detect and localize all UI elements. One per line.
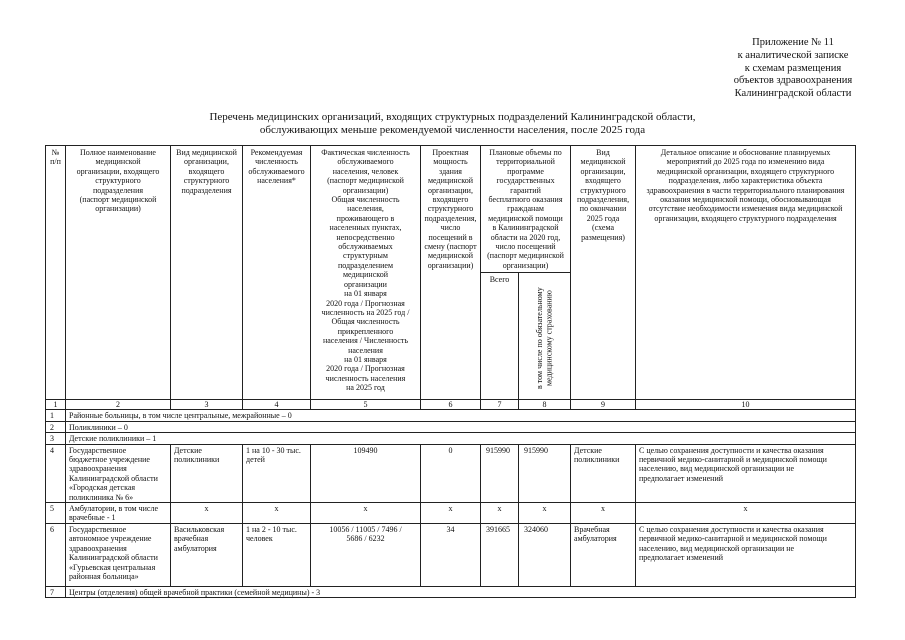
title-line: обслуживающих меньше рекомендуемой численности населения, после 2025 года bbox=[259, 124, 646, 136]
full-name-cell: Государственное автономное учреждение здравоохранения Калининградской области «Гурьевская центральная районная больница» bbox=[66, 523, 171, 586]
section-title: Поликлиники – 0 bbox=[66, 421, 856, 432]
column-number: 2 bbox=[66, 400, 171, 410]
column-number: 6 bbox=[421, 400, 481, 410]
appendix-line: к схемам размещения bbox=[744, 62, 842, 74]
row-number: 1 bbox=[46, 410, 66, 421]
table-row bbox=[46, 444, 856, 502]
recommended-population-cell: 1 на 2 - 10 тыс. человек bbox=[243, 523, 311, 586]
planned-oms-cell: 915990 bbox=[519, 444, 571, 502]
header-planned-oms-text: в том числе по обязательному медицинскому страхованию bbox=[535, 287, 554, 389]
column-number: 10 bbox=[636, 400, 856, 410]
header-actual-population: Фактическая численность обслуживаемого населения, человек (паспорт медицинской организации) Общая численность населения, проживающего в населенных пунктах, непосредственно обслуживаемых структурным подразделением медицинской организации на 01 января 2020 года / Прогнозная численность на 2025 год / Общая численность прикрепленного населения / Численность населения на 01 января 2020 года / Прогнозная численность населения на 2025 год bbox=[311, 146, 421, 400]
full-name-cell: Амбулатории, в том числе врачебные - 1 bbox=[66, 503, 171, 524]
header-capacity: Проектная мощность здания медицинской организации, входящего структурного подразделения, число посещений в смену (паспорт медицинской организации) bbox=[421, 146, 481, 400]
org-type-2025-cell: х bbox=[571, 503, 636, 524]
column-number: 7 bbox=[481, 400, 519, 410]
org-type-cell: Васильковская врачебная амбулатория bbox=[171, 523, 243, 586]
header-org-type-2025: Вид медицинской организации, входящего структурного подразделения, по окончании 2025 года (схема размещения) bbox=[571, 146, 636, 400]
planned-total-cell: 915990 bbox=[481, 444, 519, 502]
org-type-cell: Детские поликлиники bbox=[171, 444, 243, 502]
header-number: № п/п bbox=[46, 146, 66, 400]
header-org-type: Вид медицинской организации, входящего структурного подразделения bbox=[171, 146, 243, 400]
document-title bbox=[0, 111, 905, 137]
header-planned-volumes: Плановые объемы по территориальной программе государственных гарантий бесплатного оказания гражданам медицинской помощи в Калининградской области на 2020 год, число посещений (паспорт медицинской организации) bbox=[481, 146, 571, 273]
section-title: Районные больницы, в том числе центральные, межрайонные – 0 bbox=[66, 410, 856, 421]
column-number: 3 bbox=[171, 400, 243, 410]
organizations-table bbox=[45, 145, 856, 598]
table-row bbox=[46, 503, 856, 524]
recommended-population-cell: 1 на 10 - 30 тыс. детей bbox=[243, 444, 311, 502]
section-row bbox=[46, 421, 856, 432]
row-number: 7 bbox=[46, 586, 66, 597]
description-cell: С целью сохранения доступности и качества оказания первичной медико-санитарной и медицинской помощи населению, вид медицинской организации не предполагает изменений bbox=[636, 523, 856, 586]
planned-total-cell: х bbox=[481, 503, 519, 524]
actual-population-cell: 10056 / 11005 / 7496 / 5686 / 6232 bbox=[311, 523, 421, 586]
column-number-row bbox=[46, 400, 856, 410]
column-number: 8 bbox=[519, 400, 571, 410]
appendix-line: Приложение № 11 bbox=[752, 37, 834, 48]
row-number: 6 bbox=[46, 523, 66, 586]
description-cell: х bbox=[636, 503, 856, 524]
section-row bbox=[46, 586, 856, 597]
column-number: 9 bbox=[571, 400, 636, 410]
planned-oms-cell: х bbox=[519, 503, 571, 524]
row-number: 4 bbox=[46, 444, 66, 502]
appendix-line: Калининградской области bbox=[734, 88, 852, 100]
planned-oms-cell: 324060 bbox=[519, 523, 571, 586]
section-row bbox=[46, 410, 856, 421]
org-type-cell: х bbox=[171, 503, 243, 524]
header-row bbox=[46, 146, 856, 273]
section-title: Детские поликлиники – 1 bbox=[66, 433, 856, 444]
table-row bbox=[46, 523, 856, 586]
title-line: Перечень медицинских организаций, входящих структурных подразделений Калининградской области, bbox=[209, 111, 696, 123]
header-recommended-population: Рекомендуемая численность обслуживаемого населения* bbox=[243, 146, 311, 400]
column-number: 5 bbox=[311, 400, 421, 410]
appendix-note bbox=[730, 37, 856, 101]
section-title: Центры (отделения) общей врачебной практики (семейной медицины) - 3 bbox=[66, 586, 856, 597]
org-type-2025-cell: Врачебная амбулатория bbox=[571, 523, 636, 586]
capacity-cell: х bbox=[421, 503, 481, 524]
header-full-name: Полное наименование медицинской организации, входящего структурного подразделения (паспорт медицинской организации) bbox=[66, 146, 171, 400]
capacity-cell: 34 bbox=[421, 523, 481, 586]
row-number: 2 bbox=[46, 421, 66, 432]
planned-total-cell: 391665 bbox=[481, 523, 519, 586]
row-number: 5 bbox=[46, 503, 66, 524]
header-description: Детальное описание и обоснование планируемых мероприятий до 2025 года по изменению вида медицинской организации, входящего структурного подразделения, либо характеристика объекта здравоохранения в части территориального планирования оказания медицинской помощи, обосновывающая отсутствие необходимости изменения вида медицинской организации, входящего структурного подразделения bbox=[636, 146, 856, 400]
row-number: 3 bbox=[46, 433, 66, 444]
actual-population-cell: х bbox=[311, 503, 421, 524]
appendix-line: объектов здравоохранения bbox=[733, 75, 853, 87]
actual-population-cell: 109490 bbox=[311, 444, 421, 502]
full-name-cell: Государственное бюджетное учреждение здравоохранения Калининградской области «Городская детская поликлиника № 6» bbox=[66, 444, 171, 502]
section-row bbox=[46, 433, 856, 444]
header-planned-total: Всего bbox=[481, 273, 519, 400]
column-number: 4 bbox=[243, 400, 311, 410]
appendix-line: к аналитической записке bbox=[737, 49, 849, 61]
column-number: 1 bbox=[46, 400, 66, 410]
capacity-cell: 0 bbox=[421, 444, 481, 502]
org-type-2025-cell: Детские поликлиники bbox=[571, 444, 636, 502]
recommended-population-cell: х bbox=[243, 503, 311, 524]
header-planned-oms bbox=[519, 273, 571, 400]
description-cell: С целью сохранения доступности и качества оказания первичной медико-санитарной и медицинской помощи населению, вид медицинской организации не предполагает изменений bbox=[636, 444, 856, 502]
